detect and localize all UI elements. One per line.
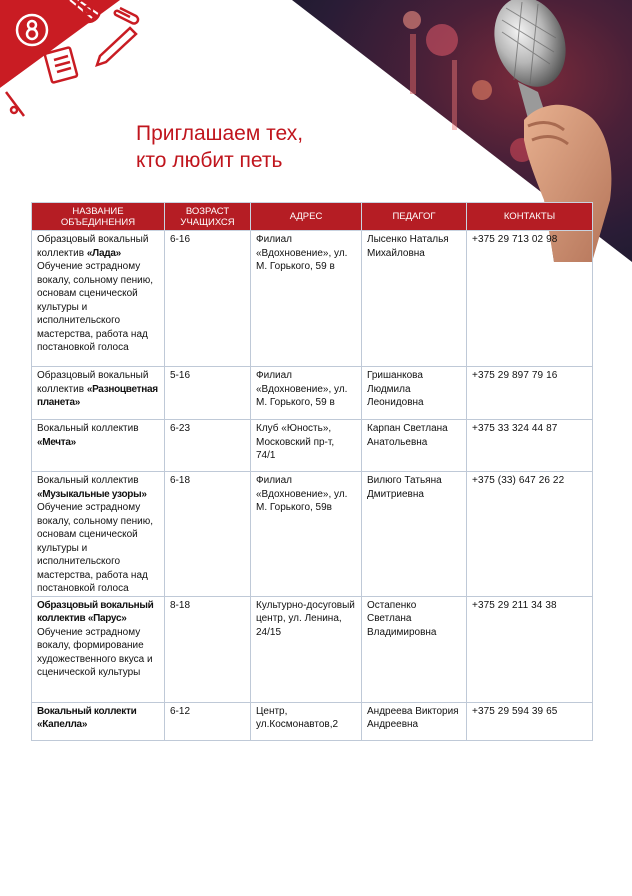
cell-age: 6-12 bbox=[165, 702, 251, 740]
cell-address: Филиал «Вдохновение», ул. М. Горького, 59 в bbox=[251, 231, 362, 367]
cell-age: 6-18 bbox=[165, 472, 251, 597]
cell-group-name: Вокальный коллекти «Капелла» bbox=[32, 702, 165, 740]
cell-phone: +375 (33) 647 26 22 bbox=[467, 472, 593, 597]
header-name: НАЗВАНИЕ ОБЪЕДИНЕНИЯ bbox=[32, 203, 165, 231]
cell-age: 5-16 bbox=[165, 367, 251, 420]
cell-address: Клуб «Юность», Московский пр-т, 74/1 bbox=[251, 420, 362, 472]
cell-group-name: Вокальный коллектив «Музыкальные узоры» Обучение эстрадному вокалу, сольному пению, основам сценической культуры и исполнительского мастерства, работа над постановкой голоса bbox=[32, 472, 165, 597]
table-row bbox=[32, 596, 593, 702]
cell-group-name: Образцовый вокальный коллектив «Лада» Обучение эстрадному вокалу, сольному пению, основам сценической культуры и исполнительского мастерства, работа над постановкой голоса bbox=[32, 231, 165, 367]
table-row bbox=[32, 702, 593, 740]
page-title-line1: Приглашаем тех, bbox=[136, 122, 304, 145]
cell-phone: +375 29 211 34 38 bbox=[467, 596, 593, 702]
page-title bbox=[136, 120, 303, 174]
cell-age: 6-23 bbox=[165, 420, 251, 472]
corner-decoration bbox=[0, 0, 160, 130]
cell-teacher: Вилюго Татьяна Дмитриевна bbox=[362, 472, 467, 597]
cell-teacher: Лысенко Наталья Михайловна bbox=[362, 231, 467, 367]
vocal-groups-table bbox=[31, 202, 593, 741]
table-row bbox=[32, 420, 593, 472]
paperclip-icon bbox=[115, 8, 138, 24]
cell-address: Центр, ул.Космонавтов,2 bbox=[251, 702, 362, 740]
cell-teacher: Андреева Виктория Андреевна bbox=[362, 702, 467, 740]
cell-address: Филиал «Вдохновение», ул. М. Горького, 59в bbox=[251, 472, 362, 597]
cell-address: Филиал «Вдохновение», ул. М. Горького, 59 в bbox=[251, 367, 362, 420]
page-title-line2: кто любит петь bbox=[136, 149, 283, 172]
pencil-icon bbox=[97, 28, 136, 65]
cell-group-name: Образцовый вокальный коллектив «Парус» Обучение эстрадному вокалу, формирование художественного вкуса и сценической культуры bbox=[32, 596, 165, 702]
cell-group-name: Вокальный коллектив «Мечта» bbox=[32, 420, 165, 472]
header-contacts: КОНТАКТЫ bbox=[467, 203, 593, 231]
header-teacher: ПЕДАГОГ bbox=[362, 203, 467, 231]
header-address: АДРЕС bbox=[251, 203, 362, 231]
cell-group-name: Образцовый вокальный коллектив «Разноцветная планета» bbox=[32, 367, 165, 420]
table-header-row bbox=[32, 203, 593, 231]
cell-teacher: Карпан Светлана Анатольевна bbox=[362, 420, 467, 472]
cell-age: 6-16 bbox=[165, 231, 251, 367]
header-age: ВОЗРАСТ УЧАЩИХСЯ bbox=[165, 203, 251, 231]
cell-address: Культурно-досуговый центр, ул. Ленина, 24/15 bbox=[251, 596, 362, 702]
cell-phone: +375 29 713 02 98 bbox=[467, 231, 593, 367]
cell-phone: +375 33 324 44 87 bbox=[467, 420, 593, 472]
table-row bbox=[32, 231, 593, 367]
cell-phone: +375 29 897 79 16 bbox=[467, 367, 593, 420]
cell-age: 8-18 bbox=[165, 596, 251, 702]
cell-teacher: Остапенко Светлана Владимировна bbox=[362, 596, 467, 702]
cell-teacher: Гришанкова Людмила Леонидовна bbox=[362, 367, 467, 420]
cell-phone: +375 29 594 39 65 bbox=[467, 702, 593, 740]
table-row bbox=[32, 367, 593, 420]
table-row bbox=[32, 472, 593, 597]
